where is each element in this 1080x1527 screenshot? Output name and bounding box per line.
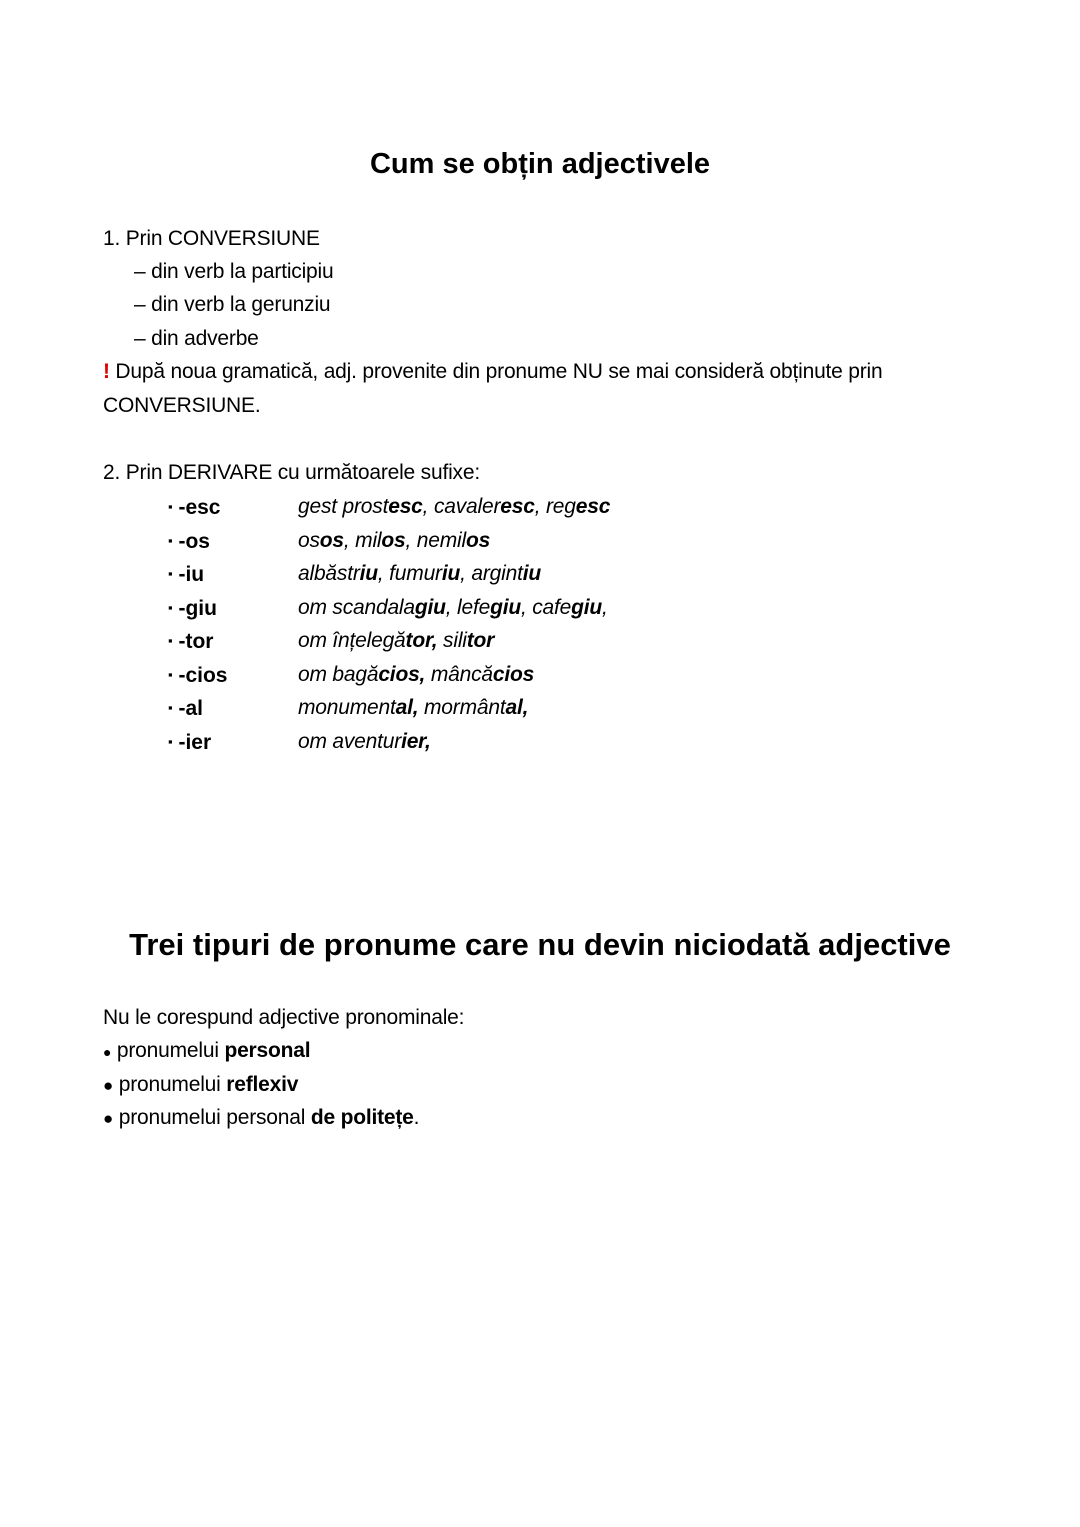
suffix-examples <box>298 595 608 621</box>
suffix-highlight: giu <box>490 595 521 619</box>
bullet-icon: ▪ <box>168 666 173 682</box>
example-text: , fumur <box>377 562 442 585</box>
suffix-label <box>168 528 210 555</box>
example-text: , lefe <box>445 595 491 619</box>
example-text: om aventur <box>298 729 402 753</box>
item-after: . <box>413 1106 420 1129</box>
suffix-text: -al <box>178 697 203 720</box>
suffix-examples <box>298 729 431 755</box>
example-text: mâncă <box>425 662 493 686</box>
bullet-icon: ▪ <box>168 733 173 749</box>
example-text: os <box>298 528 320 552</box>
example-text: sili <box>437 629 467 652</box>
suffix-highlight: tor, <box>405 629 438 652</box>
suffix-label <box>168 595 217 622</box>
suffix-highlight: iu <box>359 562 378 585</box>
example-text: , reg <box>534 495 576 518</box>
item-bold: personal <box>224 1039 311 1062</box>
bullet-icon: ● <box>103 1109 114 1128</box>
suffix-text: -cios <box>178 663 228 687</box>
item-text: pronumelui <box>111 1039 225 1062</box>
section-title: Cum se obțin adjectivele <box>369 148 711 180</box>
conversion-item: – din adverbe <box>134 327 259 350</box>
example-text: om scandala <box>298 595 415 619</box>
suffix-highlight: iu <box>441 562 461 585</box>
suffix-highlight: al, <box>505 696 529 719</box>
suffix-label <box>168 695 203 722</box>
bullet-icon: ▪ <box>168 599 173 615</box>
suffix-highlight: ier, <box>401 729 431 753</box>
suffix-examples <box>298 494 610 520</box>
list-item <box>103 1038 310 1065</box>
example-text: , nemil <box>405 528 466 552</box>
suffix-highlight: os <box>319 528 344 552</box>
suffix-highlight: esc <box>500 495 535 518</box>
suffix-highlight: giu <box>571 595 603 619</box>
example-text: gest prost <box>298 495 389 518</box>
section-title-2: Trei tipuri de pronume care nu devin niciodată adjective <box>129 927 951 962</box>
suffix-highlight: os <box>465 528 491 552</box>
example-text: monument <box>298 696 396 719</box>
suffix-text: -tor <box>178 630 214 653</box>
example-text: , mil <box>343 528 382 552</box>
suffix-highlight: esc <box>388 495 423 518</box>
suffix-label <box>168 494 220 521</box>
item-text: pronumelui <box>113 1072 227 1096</box>
suffix-examples <box>298 695 528 721</box>
suffix-highlight: cios <box>492 662 535 686</box>
example-text: albăstr <box>298 562 360 585</box>
conversion-item: – din verb la gerunziu <box>134 293 331 316</box>
suffix-label <box>168 662 227 689</box>
example-text: mormânt <box>418 696 506 719</box>
suffix-highlight: giu <box>414 595 446 619</box>
item-bold: reflexiv <box>226 1072 299 1096</box>
exclamation-mark: ! <box>103 360 110 383</box>
suffix-examples <box>298 628 494 654</box>
bullet-icon: ▪ <box>168 700 173 715</box>
list-item <box>103 1105 419 1132</box>
item-text: pronumelui personal <box>113 1106 311 1129</box>
example-text: om bagă <box>298 662 379 686</box>
suffix-label <box>168 729 211 756</box>
note-line-2: CONVERSIUNE. <box>103 394 261 417</box>
bullet-icon: ● <box>103 1044 112 1060</box>
suffix-text: -giu <box>178 596 217 620</box>
example-text: , argint <box>460 562 523 585</box>
example-text: , <box>602 595 608 619</box>
suffix-examples <box>298 561 541 587</box>
bullet-icon: ▪ <box>168 532 173 548</box>
suffix-highlight: al, <box>395 696 419 719</box>
suffix-label <box>168 561 204 588</box>
suffix-highlight: esc <box>575 495 611 518</box>
example-text: om înțelegă <box>298 629 406 652</box>
conversion-heading: 1. Prin CONVERSIUNE <box>103 227 320 250</box>
suffix-text: -ier <box>178 730 212 754</box>
suffix-text: -iu <box>178 563 205 586</box>
suffix-text: -esc <box>178 496 221 519</box>
derivation-heading: 2. Prin DERIVARE cu următoarele sufixe: <box>103 461 480 484</box>
intro-text: Nu le corespund adjective pronominale: <box>103 1006 465 1029</box>
suffix-label <box>168 628 213 655</box>
bullet-icon: ▪ <box>168 633 173 648</box>
bullet-icon: ● <box>103 1075 114 1095</box>
suffix-highlight: cios, <box>378 662 426 686</box>
bullet-icon: ▪ <box>168 499 173 514</box>
example-text: , cavaler <box>422 495 501 518</box>
suffix-examples <box>298 528 490 554</box>
conversion-item: – din verb la participiu <box>134 260 334 283</box>
note-line <box>103 359 883 385</box>
note-text: După noua gramatică, adj. provenite din pronume NU se mai consideră obținute prin <box>109 360 883 383</box>
item-bold: de politețe <box>310 1106 414 1129</box>
suffix-highlight: iu <box>522 562 541 585</box>
example-text: , cafe <box>520 595 572 619</box>
suffix-highlight: tor <box>466 629 495 652</box>
list-item <box>103 1072 298 1099</box>
bullet-icon: ▪ <box>168 566 173 581</box>
suffix-examples <box>298 662 534 688</box>
suffix-highlight: os <box>381 528 406 552</box>
suffix-text: -os <box>178 529 210 553</box>
